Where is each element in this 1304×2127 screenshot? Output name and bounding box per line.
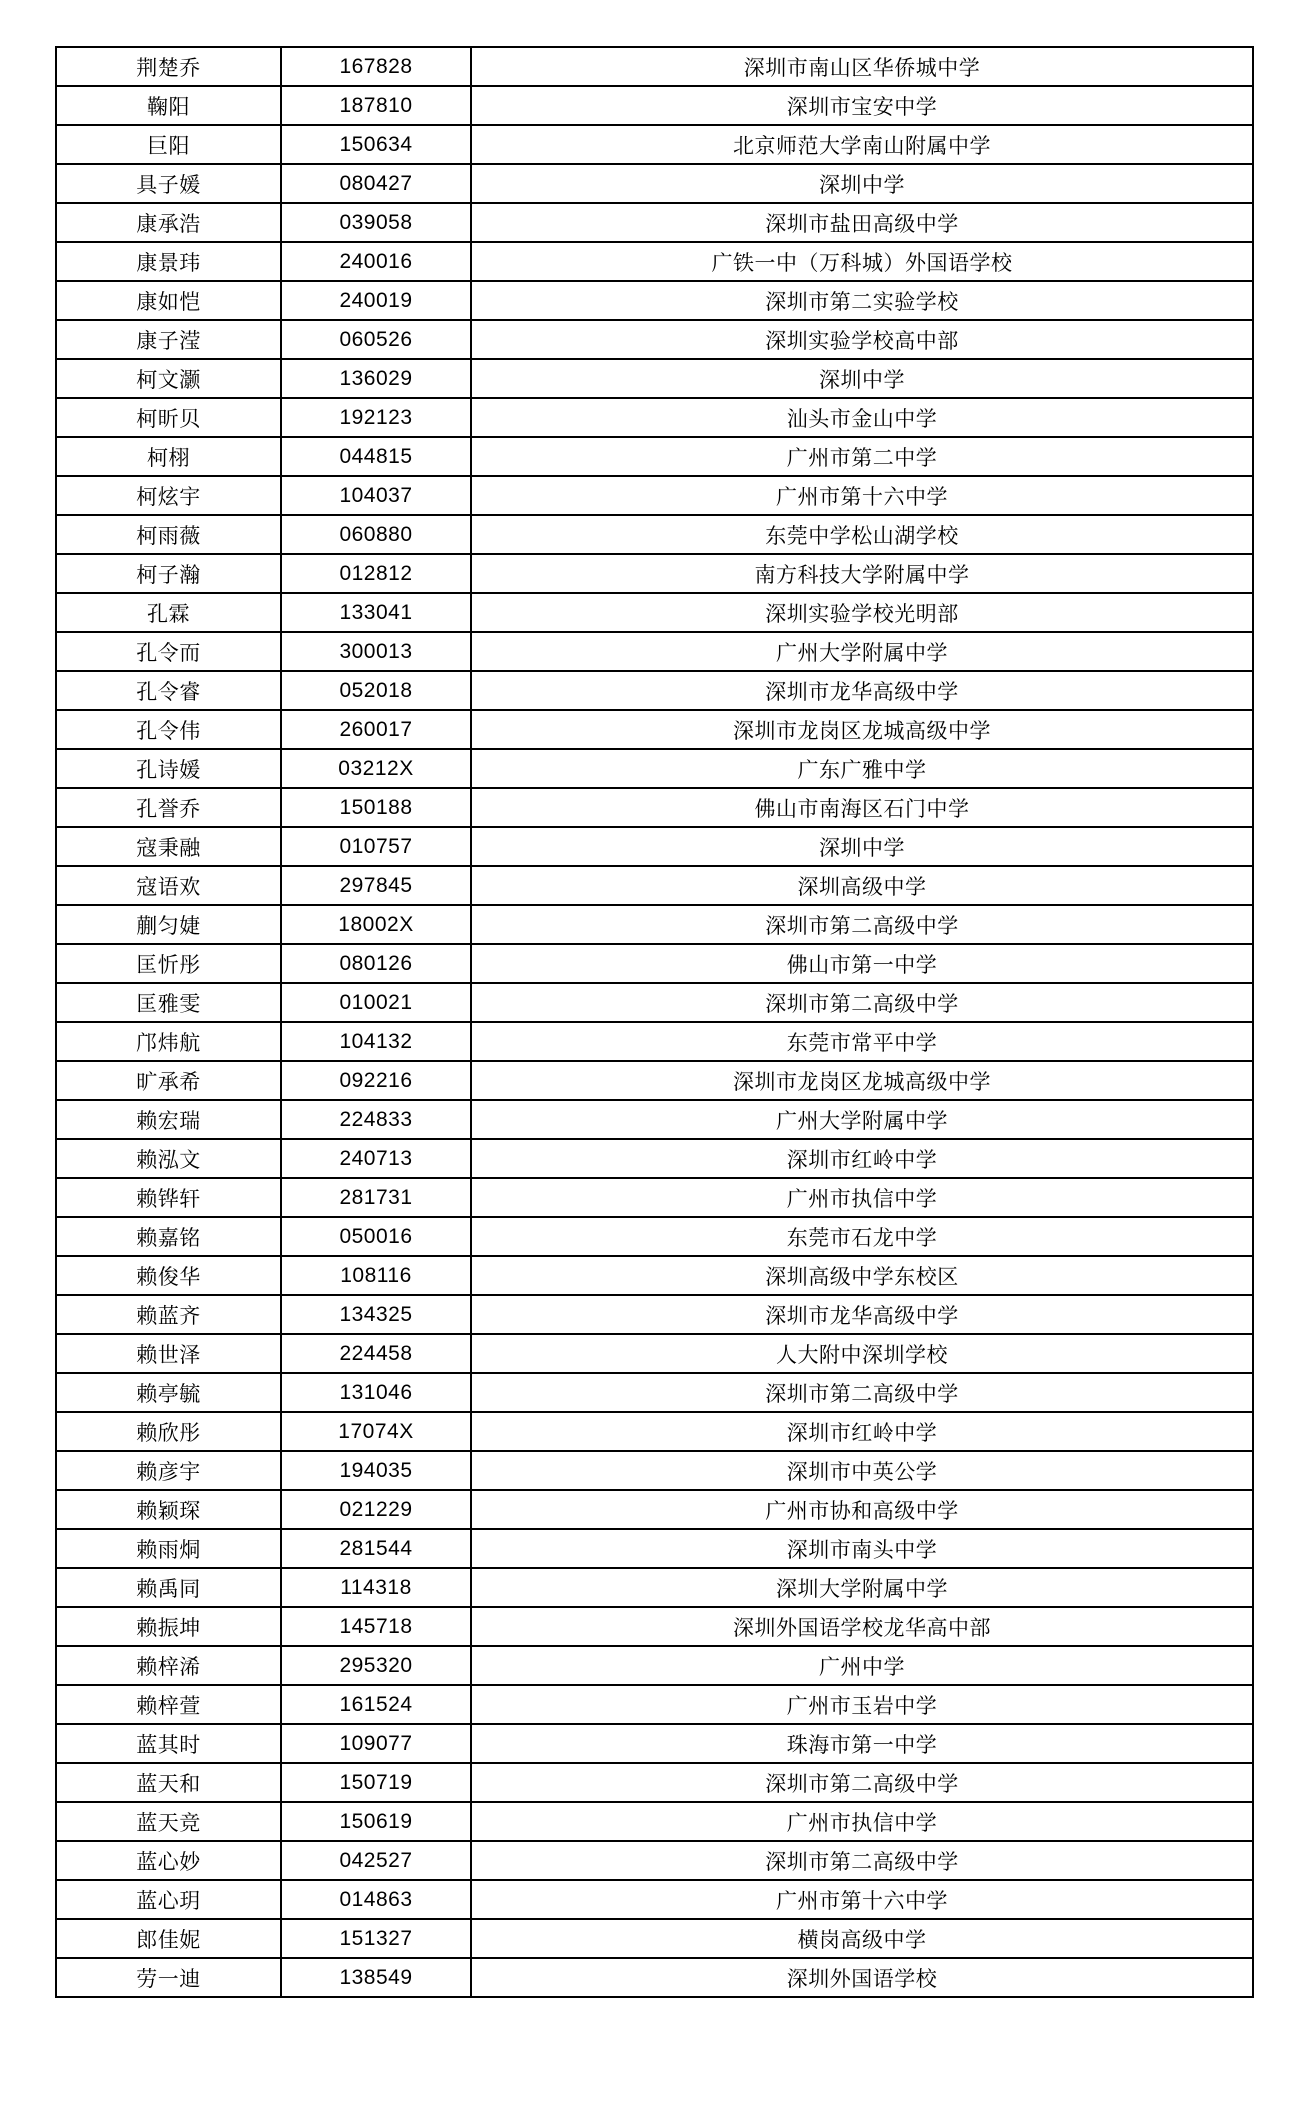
table-row [56,1100,1253,1139]
student-id-cell: 145718 [281,1607,471,1646]
school-name-cell: 深圳市第二高级中学 [471,905,1253,944]
table-row [56,320,1253,359]
student-name-cell: 赖宏瑞 [56,1100,281,1139]
table-row [56,1763,1253,1802]
student-name-cell: 巨阳 [56,125,281,164]
student-id-cell: 136029 [281,359,471,398]
school-name-cell: 佛山市南海区石门中学 [471,788,1253,827]
student-id-cell: 192123 [281,398,471,437]
table-row [56,1061,1253,1100]
student-id-cell: 092216 [281,1061,471,1100]
table-row [56,866,1253,905]
student-name-cell: 蒯匀婕 [56,905,281,944]
table-row [56,1412,1253,1451]
student-name-cell: 鞠阳 [56,86,281,125]
student-id-cell: 224833 [281,1100,471,1139]
student-id-cell: 281544 [281,1529,471,1568]
student-name-cell: 赖亭毓 [56,1373,281,1412]
school-name-cell: 广州大学附属中学 [471,632,1253,671]
student-id-cell: 167828 [281,47,471,86]
student-id-cell: 187810 [281,86,471,125]
table-row [56,515,1253,554]
table-row [56,944,1253,983]
school-name-cell: 广州市玉岩中学 [471,1685,1253,1724]
school-name-cell: 深圳中学 [471,164,1253,203]
student-id-cell: 194035 [281,1451,471,1490]
table-row [56,905,1253,944]
table-row [56,632,1253,671]
student-name-cell: 赖铧轩 [56,1178,281,1217]
student-id-cell: 295320 [281,1646,471,1685]
student-name-cell: 赖俊华 [56,1256,281,1295]
table-row [56,1880,1253,1919]
table-row [56,86,1253,125]
table-row [56,437,1253,476]
student-name-cell: 康子滢 [56,320,281,359]
table-row [56,1802,1253,1841]
school-name-cell: 深圳大学附属中学 [471,1568,1253,1607]
school-name-cell: 深圳市龙华高级中学 [471,1295,1253,1334]
school-name-cell: 佛山市第一中学 [471,944,1253,983]
student-name-cell: 柯栩 [56,437,281,476]
school-name-cell: 广东广雅中学 [471,749,1253,788]
student-id-cell: 240019 [281,281,471,320]
student-id-cell: 297845 [281,866,471,905]
school-name-cell: 深圳市南山区华侨城中学 [471,47,1253,86]
student-id-cell: 134325 [281,1295,471,1334]
student-name-cell: 寇语欢 [56,866,281,905]
student-id-cell: 044815 [281,437,471,476]
student-id-cell: 060526 [281,320,471,359]
school-name-cell: 深圳实验学校高中部 [471,320,1253,359]
student-name-cell: 赖世泽 [56,1334,281,1373]
student-id-cell: 012812 [281,554,471,593]
table-row [56,1217,1253,1256]
student-name-cell: 匡忻彤 [56,944,281,983]
student-id-cell: 108116 [281,1256,471,1295]
school-name-cell: 人大附中深圳学校 [471,1334,1253,1373]
student-roster-table [55,46,1254,1998]
school-name-cell: 深圳市第二实验学校 [471,281,1253,320]
student-name-cell: 孔誉乔 [56,788,281,827]
school-name-cell: 深圳外国语学校 [471,1958,1253,1997]
student-name-cell: 蓝天和 [56,1763,281,1802]
student-id-cell: 052018 [281,671,471,710]
student-name-cell: 蓝其时 [56,1724,281,1763]
table-row [56,1256,1253,1295]
student-name-cell: 孔令睿 [56,671,281,710]
school-name-cell: 广铁一中（万科城）外国语学校 [471,242,1253,281]
table-row [56,1334,1253,1373]
student-id-cell: 104037 [281,476,471,515]
student-id-cell: 224458 [281,1334,471,1373]
table-row [56,1178,1253,1217]
table-row [56,476,1253,515]
student-id-cell: 114318 [281,1568,471,1607]
school-name-cell: 广州大学附属中学 [471,1100,1253,1139]
student-id-cell: 080126 [281,944,471,983]
student-id-cell: 150188 [281,788,471,827]
school-name-cell: 深圳市红岭中学 [471,1412,1253,1451]
student-id-cell: 039058 [281,203,471,242]
school-name-cell: 东莞市常平中学 [471,1022,1253,1061]
roster-table-body [56,47,1253,1997]
student-name-cell: 赖欣彤 [56,1412,281,1451]
student-name-cell: 匡雅雯 [56,983,281,1022]
school-name-cell: 深圳中学 [471,827,1253,866]
table-row [56,1373,1253,1412]
table-row [56,1958,1253,1997]
school-name-cell: 深圳中学 [471,359,1253,398]
table-row [56,827,1253,866]
student-id-cell: 260017 [281,710,471,749]
student-name-cell: 孔霖 [56,593,281,632]
student-id-cell: 17074X [281,1412,471,1451]
table-row [56,1139,1253,1178]
table-row [56,749,1253,788]
student-id-cell: 138549 [281,1958,471,1997]
school-name-cell: 深圳高级中学 [471,866,1253,905]
student-id-cell: 010757 [281,827,471,866]
student-id-cell: 021229 [281,1490,471,1529]
table-row [56,1451,1253,1490]
table-row [56,1646,1253,1685]
table-row [56,203,1253,242]
school-name-cell: 深圳市红岭中学 [471,1139,1253,1178]
school-name-cell: 广州市第十六中学 [471,1880,1253,1919]
student-id-cell: 131046 [281,1373,471,1412]
school-name-cell: 南方科技大学附属中学 [471,554,1253,593]
table-row [56,710,1253,749]
school-name-cell: 汕头市金山中学 [471,398,1253,437]
table-row [56,1568,1253,1607]
school-name-cell: 深圳市宝安中学 [471,86,1253,125]
student-id-cell: 240016 [281,242,471,281]
school-name-cell: 深圳市盐田高级中学 [471,203,1253,242]
school-name-cell: 深圳市龙岗区龙城高级中学 [471,1061,1253,1100]
school-name-cell: 广州市执信中学 [471,1802,1253,1841]
school-name-cell: 深圳市龙岗区龙城高级中学 [471,710,1253,749]
student-id-cell: 150619 [281,1802,471,1841]
table-row [56,1919,1253,1958]
table-row [56,1295,1253,1334]
student-id-cell: 050016 [281,1217,471,1256]
student-id-cell: 042527 [281,1841,471,1880]
student-id-cell: 281731 [281,1178,471,1217]
student-id-cell: 150719 [281,1763,471,1802]
table-row [56,164,1253,203]
student-id-cell: 300013 [281,632,471,671]
student-id-cell: 03212X [281,749,471,788]
student-name-cell: 康如恺 [56,281,281,320]
student-id-cell: 133041 [281,593,471,632]
school-name-cell: 北京师范大学南山附属中学 [471,125,1253,164]
student-name-cell: 蓝心妙 [56,1841,281,1880]
school-name-cell: 广州市第十六中学 [471,476,1253,515]
school-name-cell: 深圳外国语学校龙华高中部 [471,1607,1253,1646]
school-name-cell: 东莞市石龙中学 [471,1217,1253,1256]
student-name-cell: 具子媛 [56,164,281,203]
school-name-cell: 深圳市龙华高级中学 [471,671,1253,710]
table-row [56,1724,1253,1763]
student-name-cell: 孔诗媛 [56,749,281,788]
student-name-cell: 赖蓝齐 [56,1295,281,1334]
student-id-cell: 240713 [281,1139,471,1178]
table-row [56,359,1253,398]
table-row [56,1607,1253,1646]
student-id-cell: 080427 [281,164,471,203]
school-name-cell: 深圳市第二高级中学 [471,1373,1253,1412]
student-name-cell: 郎佳妮 [56,1919,281,1958]
table-row [56,47,1253,86]
student-name-cell: 蓝天竞 [56,1802,281,1841]
student-name-cell: 孔令而 [56,632,281,671]
table-row [56,242,1253,281]
student-name-cell: 赖彦宇 [56,1451,281,1490]
school-name-cell: 深圳市第二高级中学 [471,1841,1253,1880]
student-name-cell: 康承浩 [56,203,281,242]
student-name-cell: 荆楚乔 [56,47,281,86]
school-name-cell: 广州市执信中学 [471,1178,1253,1217]
school-name-cell: 深圳市第二高级中学 [471,983,1253,1022]
student-name-cell: 旷承希 [56,1061,281,1100]
student-name-cell: 柯子瀚 [56,554,281,593]
table-row [56,1685,1253,1724]
student-id-cell: 060880 [281,515,471,554]
school-name-cell: 深圳市第二高级中学 [471,1763,1253,1802]
student-name-cell: 柯昕贝 [56,398,281,437]
table-row [56,125,1253,164]
school-name-cell: 深圳实验学校光明部 [471,593,1253,632]
student-name-cell: 柯雨薇 [56,515,281,554]
student-name-cell: 寇秉融 [56,827,281,866]
student-id-cell: 014863 [281,1880,471,1919]
student-name-cell: 赖雨烔 [56,1529,281,1568]
student-name-cell: 柯炫宇 [56,476,281,515]
student-id-cell: 104132 [281,1022,471,1061]
table-row [56,281,1253,320]
school-name-cell: 深圳市中英公学 [471,1451,1253,1490]
student-id-cell: 18002X [281,905,471,944]
school-name-cell: 深圳高级中学东校区 [471,1256,1253,1295]
student-name-cell: 赖泓文 [56,1139,281,1178]
table-row [56,788,1253,827]
student-id-cell: 151327 [281,1919,471,1958]
table-row [56,593,1253,632]
table-row [56,671,1253,710]
table-row [56,1841,1253,1880]
student-name-cell: 康景玮 [56,242,281,281]
student-name-cell: 赖嘉铭 [56,1217,281,1256]
school-name-cell: 东莞中学松山湖学校 [471,515,1253,554]
table-row [56,554,1253,593]
table-row [56,1490,1253,1529]
student-name-cell: 赖禹同 [56,1568,281,1607]
table-row [56,1529,1253,1568]
school-name-cell: 横岗高级中学 [471,1919,1253,1958]
student-name-cell: 赖振坤 [56,1607,281,1646]
table-row [56,1022,1253,1061]
student-name-cell: 赖颖琛 [56,1490,281,1529]
school-name-cell: 深圳市南头中学 [471,1529,1253,1568]
school-name-cell: 广州中学 [471,1646,1253,1685]
student-name-cell: 孔令伟 [56,710,281,749]
student-name-cell: 蓝心玥 [56,1880,281,1919]
table-row [56,398,1253,437]
student-name-cell: 赖梓萱 [56,1685,281,1724]
student-name-cell: 劳一迪 [56,1958,281,1997]
student-name-cell: 柯文灏 [56,359,281,398]
school-name-cell: 广州市协和高级中学 [471,1490,1253,1529]
student-id-cell: 010021 [281,983,471,1022]
table-row [56,983,1253,1022]
student-id-cell: 161524 [281,1685,471,1724]
student-id-cell: 109077 [281,1724,471,1763]
student-name-cell: 邝炜航 [56,1022,281,1061]
student-name-cell: 赖梓浠 [56,1646,281,1685]
school-name-cell: 珠海市第一中学 [471,1724,1253,1763]
school-name-cell: 广州市第二中学 [471,437,1253,476]
student-id-cell: 150634 [281,125,471,164]
